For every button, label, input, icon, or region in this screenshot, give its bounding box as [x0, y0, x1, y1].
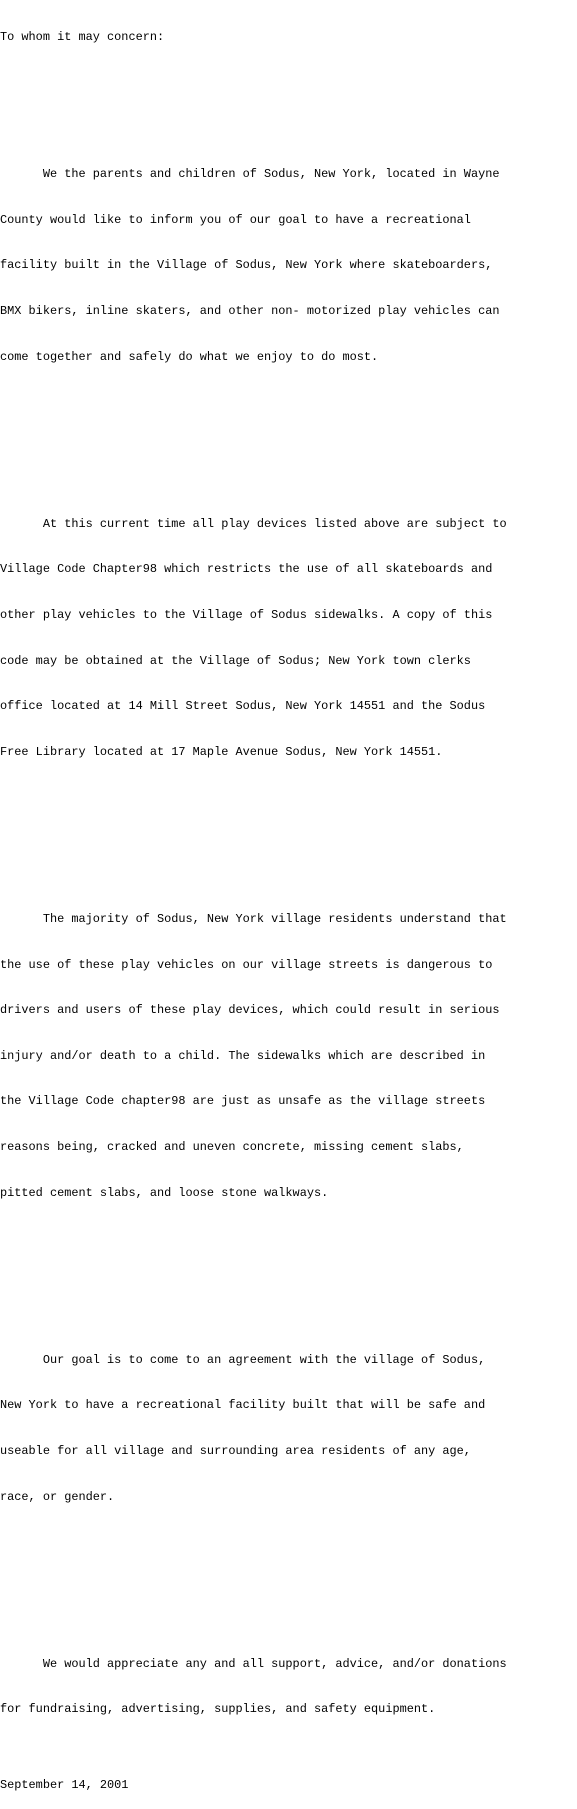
paragraph-line: office located at 14 Mill Street Sodus, New York 14551 and the Sodus: [0, 699, 486, 714]
paragraph-line: pitted cement slabs, and loose stone walkways.: [0, 1185, 329, 1200]
paragraph-line: injury and/or death to a child. The sidewalks which are described in: [0, 1048, 486, 1063]
paragraph-line: Our goal is to come to an agreement with the village of Sodus,: [0, 1352, 486, 1367]
paragraph-agreement: [0, 1322, 577, 1535]
paragraph-line: We the parents and children of Sodus, New York, located in Wayne: [0, 167, 500, 182]
paragraph-gap: [0, 821, 577, 836]
paragraph-goal: [0, 137, 577, 395]
paragraph-line: New York to have a recreational facility built that will be safe and: [0, 1398, 486, 1413]
paragraph-line: County would like to inform you of our goal to have a recreational: [0, 212, 471, 227]
paragraph-line: code may be obtained at the Village of Sodus; New York town clerks: [0, 653, 471, 668]
paragraph-line: come together and safely do what we enjoy to do most.: [0, 349, 379, 364]
paragraph-support: [0, 1626, 577, 1748]
paragraph-gap: [0, 76, 577, 91]
paragraph-gap: [0, 1566, 577, 1581]
paragraph-line: Free Library located at 17 Maple Avenue Sodus, New York 14551.: [0, 744, 443, 759]
paragraph-line: race, or gender.: [0, 1489, 115, 1504]
paragraph-line: Village Code Chapter98 which restricts the use of all skateboards and: [0, 562, 493, 577]
paragraph-village-code: [0, 486, 577, 790]
paragraph-line: BMX bikers, inline skaters, and other non- motorized play vehicles can: [0, 303, 500, 318]
paragraph-gap: [0, 426, 577, 441]
paragraph-gap: [0, 1262, 577, 1277]
letter-date: September 14, 2001: [0, 1778, 129, 1793]
paragraph-safety: [0, 882, 577, 1232]
paragraph-line: reasons being, cracked and uneven concrete, missing cement slabs,: [0, 1139, 464, 1154]
paragraph-line: for fundraising, advertising, supplies, and safety equipment.: [0, 1702, 436, 1717]
paragraph-line: other play vehicles to the Village of Sodus sidewalks. A copy of this: [0, 607, 493, 622]
paragraph-line: The majority of Sodus, New York village residents understand that: [0, 911, 507, 926]
paragraph-line: the use of these play vehicles on our village streets is dangerous to: [0, 957, 493, 972]
salutation: To whom it may concern:: [0, 30, 165, 45]
paragraph-line: At this current time all play devices listed above are subject to: [0, 516, 507, 531]
paragraph-line: facility built in the Village of Sodus, New York where skateboarders,: [0, 258, 493, 273]
paragraph-line: We would appreciate any and all support, advice, and/or donations: [0, 1656, 507, 1671]
paragraph-line: drivers and users of these play devices, which could result in serious: [0, 1003, 500, 1018]
paragraph-line: the Village Code chapter98 are just as unsafe as the village streets: [0, 1094, 486, 1109]
paragraph-line: useable for all village and surrounding area residents of any age,: [0, 1443, 471, 1458]
